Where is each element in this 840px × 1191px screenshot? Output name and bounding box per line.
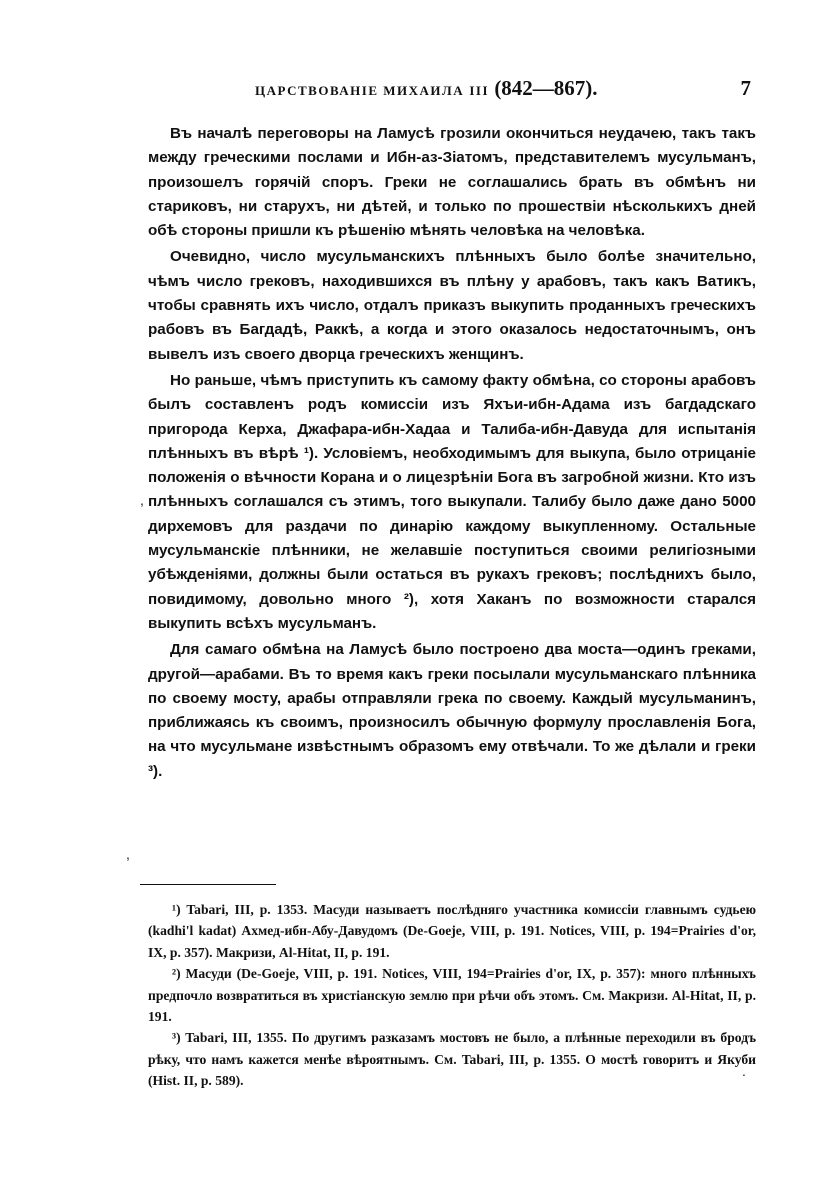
running-title-years: (842—867). — [494, 76, 598, 100]
footnotes — [148, 899, 756, 1092]
running-title-numeral: III — [469, 83, 490, 98]
running-title-words: ЦАРСТВОВАНІЕ МИХАИЛА — [255, 83, 465, 98]
margin-mark: , — [140, 492, 144, 508]
running-title — [255, 76, 598, 101]
footnote: ²) Масуди (De-Goeje, VIII, p. 191. Notices, VIII, 194=Prairies d'or, IX, p. 357): много плѣнныхъ предпочло возвратиться въ христіанскую землю при рѣчи объ этомъ. См. Макризи. Al-Hitat, II, p. 191. — [148, 966, 756, 1025]
footnote: ¹) Tabari, III, p. 1353. Масуди называетъ послѣдняго участника комиссіи главнымъ судьею (kadhi'l kadat) Ахмед-ибн-Абу-Давудомъ (De-Goeje, VIII, p. 191. Notices, VIII, p. 194=Prairies d'or, IX, p. 357). Макризи, Al-Hitat, II, p. 191. — [148, 902, 756, 960]
paragraph: Очевидно, число мусульманскихъ плѣнныхъ было болѣе значительно, чѣмъ число грековъ, находившихся въ плѣну у арабовъ, такъ какъ Ватикъ, чтобы сравнять ихъ число, отдалъ приказъ выкупить проданныхъ греческихъ рабовъ въ Багдадѣ, Раккѣ, а когда и этого оказалось недостаточнымъ, онъ вывелъ изъ своего дворца греческихъ женщинъ. — [148, 248, 756, 363]
paragraph: Въ началѣ переговоры на Ламусѣ грозили окончиться неудачею, такъ такъ между греческими послами и Ибн-аз-Зіатомъ, представителемъ мусульманъ, произошелъ горячій споръ. Греки не соглашались брать въ обмѣнъ ни стариковъ, ни старухъ, ни дѣтей, и только по прошествіи нѣсколькихъ дней обѣ стороны пришли къ рѣшенію мѣнять человѣка на человѣка. — [148, 125, 756, 240]
margin-mark: , — [126, 846, 130, 862]
footnote: ³) Tabari, III, 1355. По другимъ разказамъ мостовъ не было, а плѣнные переходили въ бродъ рѣку, что намъ кажется менѣе вѣроятнымъ. См. Tabari, III, p. 1355. О мостѣ говоритъ и Якуби (Hist. II, p. 589). — [148, 1030, 756, 1089]
paragraph: Для самаго обмѣна на Ламусѣ было построено два моста—одинъ греками, другой—арабами. Въ то время какъ греки посылали мусульманскаго плѣнника по своему мосту, арабы отправляли грека по своему. Каждый мусульманинъ, приближаясь къ своимъ, произносилъ обычную формулу прославленія Бога, на что мусульмане извѣстнымъ образомъ ему отвѣчали. То же дѣлали и греки ³). — [148, 641, 756, 780]
page-number: 7 — [740, 76, 751, 100]
main-text — [148, 122, 756, 786]
footnote-divider — [140, 884, 276, 885]
margin-mark: . — [742, 1063, 746, 1079]
running-header — [255, 76, 755, 104]
paragraph: Но раньше, чѣмъ приступить къ самому факту обмѣна, со стороны арабовъ былъ составленъ родъ комиссіи изъ Яхъи-ибн-Адама изъ багдадскаго пригорода Керха, Джафара-ибн-Хадаа и Талиба-ибн-Давуда для испытанія плѣнныхъ въ вѣрѣ ¹). Условіемъ, необходимымъ для выкупа, было отрицаніе положенія о вѣчности Корана и о лицезрѣніи Бога въ загробной жизни. Кто изъ плѣнныхъ соглашался съ этимъ, того выкупали. Талибу было даже дано 5000 дирхемовъ для раздачи по динарію каждому выкупленному. Остальные мусульманскіе плѣнники, не желавшіе поступиться своими религіозными убѣжденіями, должны были остаться въ рукахъ грековъ; послѣднихъ было, повидимому, довольно много ²), хотя Хаканъ по возможности старался выкупить всѣхъ мусульманъ. — [148, 371, 756, 632]
